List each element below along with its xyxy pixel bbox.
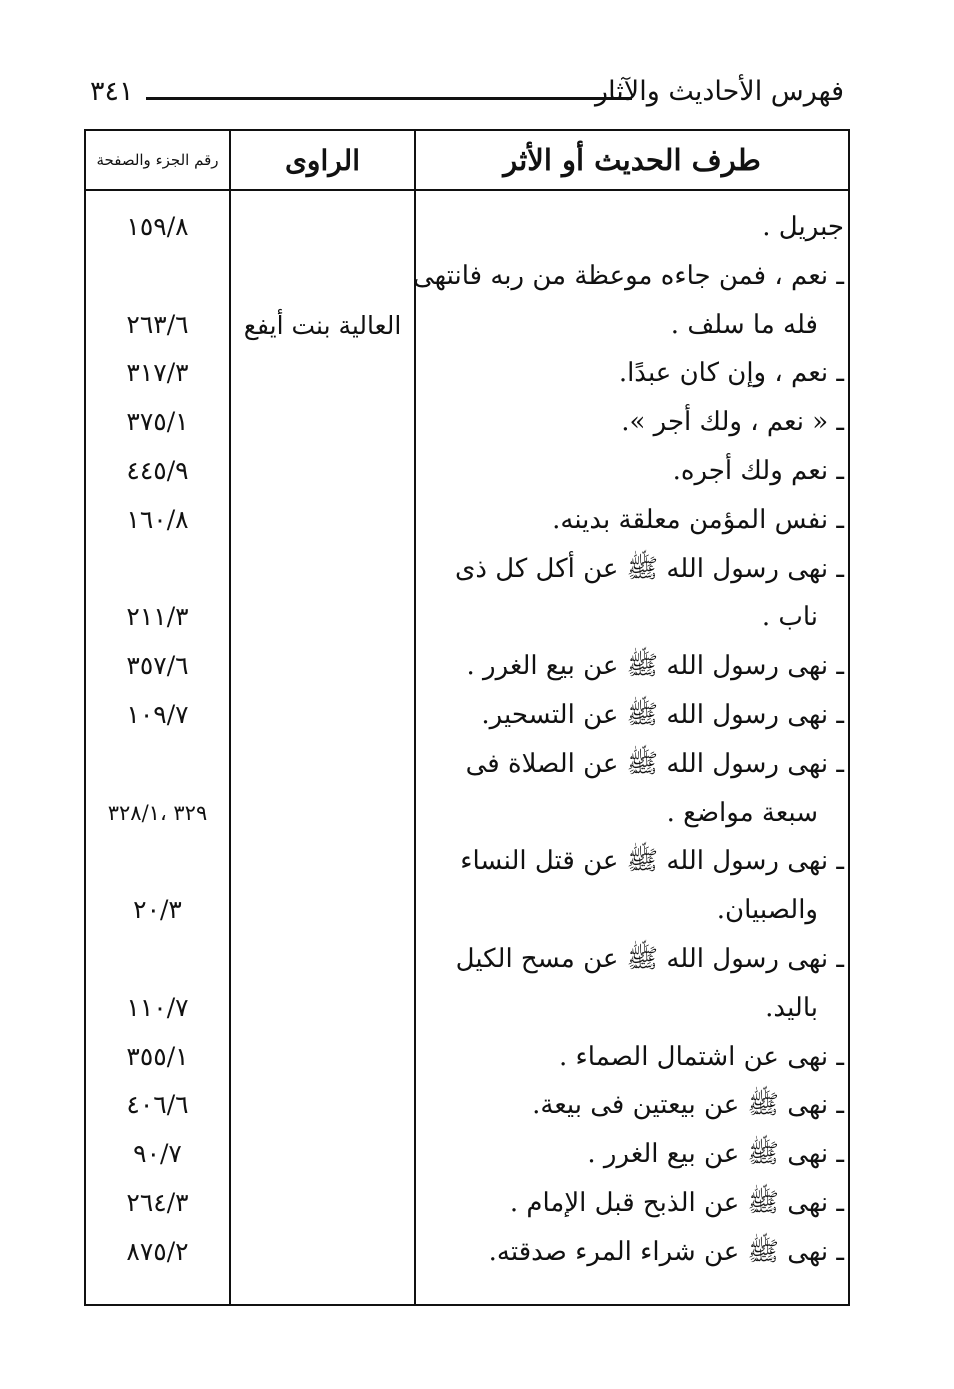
hadith-line: ـ نعم ، وإن كان عبدًا. (618, 358, 844, 388)
hadith-line: ـ نعم ولك أجره. (672, 456, 844, 486)
hadith-line: والصبيان. (716, 895, 818, 925)
hadith-line: ـ نعم ، فمن جاءه موعظة من ربه فانتهى (413, 261, 844, 291)
reference-cell: ١٠٩/٧ (126, 700, 189, 729)
header-divider (86, 189, 848, 191)
reference-cell: ٢٦٣/٦ (126, 310, 189, 339)
hadith-line: ـ نهى رسول الله ﷺ عن قتل النساء (460, 846, 844, 876)
hadith-line: جبريل . (762, 212, 844, 242)
column-header-narrator: الراوى (285, 143, 360, 177)
column-header-reference: رقم الجزء والصفحة (96, 151, 219, 169)
narrator-cell: العالية بنت أيفع (243, 311, 402, 340)
reference-cell: ٢٠/٣ (133, 895, 182, 924)
reference-cell: ٣٥٥/١ (126, 1042, 189, 1071)
reference-cell: ٩٠/٧ (133, 1139, 182, 1168)
reference-cell: ٣١٧/٣ (126, 358, 189, 387)
hadith-line: ـ نهى رسول الله ﷺ عن مسح الكيل (455, 944, 844, 974)
hadith-line: ـ نهى رسول الله ﷺ عن الصلاة فى (465, 749, 844, 779)
hadith-line: فله ما سلف . (670, 310, 818, 340)
column-header-text: طرف الحديث أو الأثر (503, 143, 761, 177)
reference-cell: ٣٧٥/١ (126, 407, 189, 436)
hadith-line: ـ « نعم ، ولك أجر ». (621, 407, 844, 437)
header-rule (146, 97, 632, 100)
hadith-line: ـ نهى ﷺ عن بيعتين فى بيعة. (532, 1090, 844, 1120)
reference-cell: ١١٠/٧ (126, 993, 189, 1022)
reference-cell: ٣٢٩ ،٣٢٨/١ (107, 801, 208, 825)
hadith-line: ـ نهى رسول الله ﷺ عن بيع الغرر . (466, 651, 844, 681)
reference-cell: ٤٠٦/٦ (126, 1090, 189, 1119)
reference-cell: ٢١١/٣ (126, 602, 189, 631)
hadith-line: ـ نهى رسول الله ﷺ عن أكل كل ذى (455, 554, 844, 584)
reference-cell: ٤٤٥/٩ (126, 456, 189, 485)
running-title: فهرس الأحاديث والآثار (595, 76, 844, 107)
hadith-line: سبعة مواضع . (666, 798, 818, 828)
hadith-line: ـ نهى ﷺ عن بيع الغرر . (587, 1139, 844, 1169)
page-number: ٣٤١ (90, 76, 134, 107)
hadith-line: ـ نهى ﷺ عن شراء المرء صدقته. (488, 1237, 844, 1267)
reference-cell: ١٦٠/٨ (126, 505, 189, 534)
reference-cell: ٣٥٧/٦ (126, 651, 189, 680)
page-header (84, 70, 852, 120)
reference-cell: ٨٧٥/٢ (126, 1237, 189, 1266)
reference-cell: ١٥٩/٨ (126, 212, 189, 241)
hadith-line: ـ نهى رسول الله ﷺ عن التسحير. (481, 700, 844, 730)
reference-cell: ٢٦٤/٣ (126, 1188, 189, 1217)
hadith-line: باليد. (765, 993, 818, 1023)
hadith-index-table (84, 129, 850, 1306)
hadith-line: ـ نهى ﷺ عن الذبح قبل الإمام . (509, 1188, 844, 1218)
hadith-line: ـ نهى عن اشتمال الصماء . (559, 1042, 844, 1072)
hadith-line: ناب . (761, 602, 818, 632)
hadith-line: ـ نفس المؤمن معلقة بدينه. (552, 505, 844, 535)
